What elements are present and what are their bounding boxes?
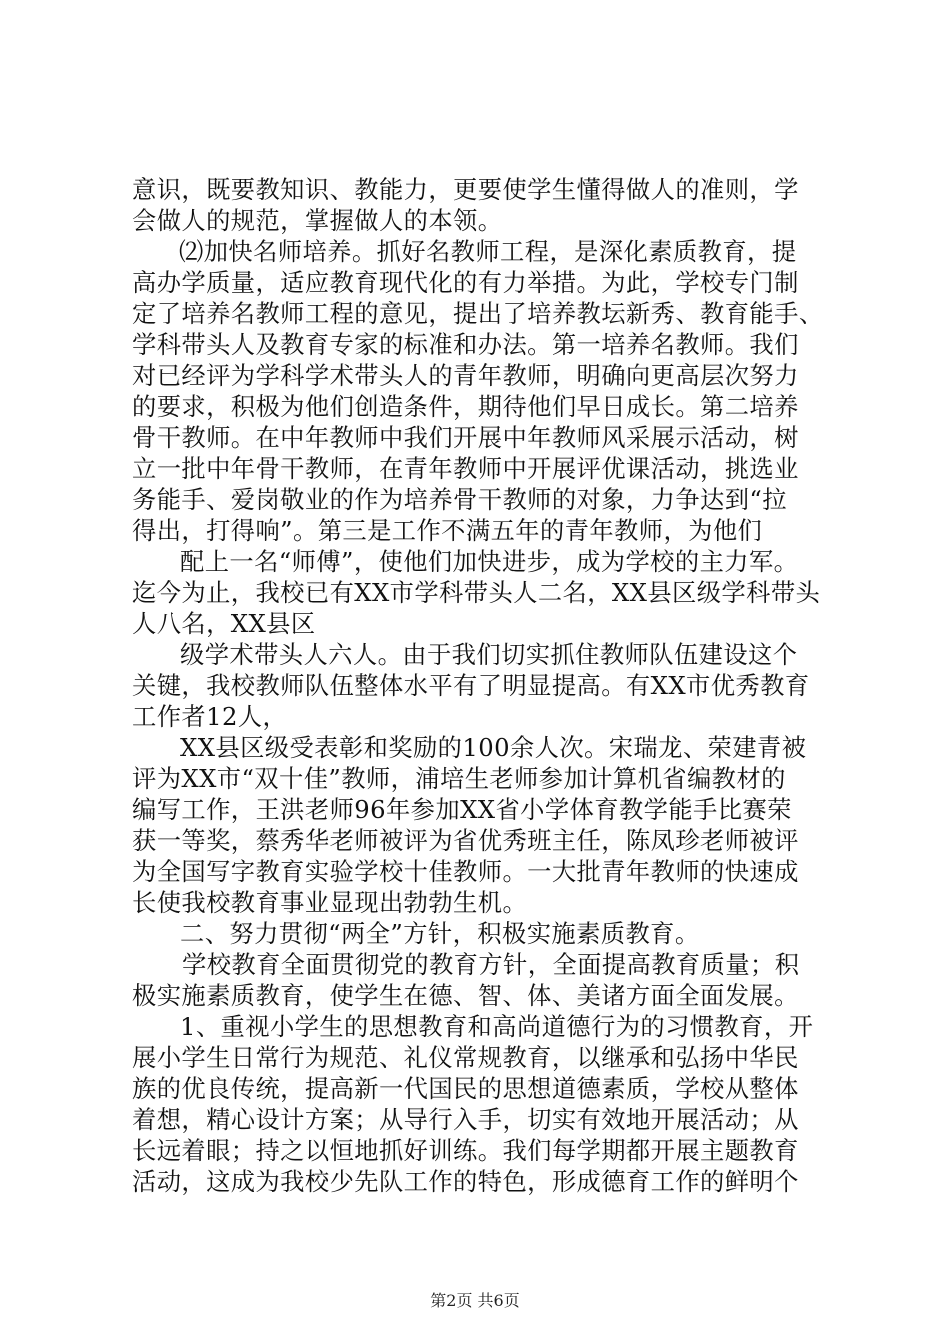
page-indicator: 第2页 共6页 [430,1291,520,1310]
text-line: 级学术带头人六人。由于我们切实抓住教师队伍建设这个 [180,640,798,669]
text-line: 人八名，XX县区 [132,609,316,638]
text-line: 获一等奖，蔡秀华老师被评为省优秀班主任，陈凤珍老师被评 [132,826,799,855]
text-line: 立一批中年骨干教师，在青年教师中开展评优课活动，挑选业 [132,454,799,483]
text-line: 编写工作，王洪老师96年参加XX省小学体育教学能手比赛荣 [132,795,792,824]
text-line: 骨干教师。在中年教师中我们开展中年教师风采展示活动，树 [132,423,799,452]
text-line: 活动，这成为我校少先队工作的特色，形成德育工作的鲜明个 [132,1167,799,1196]
text-line: 的要求，积极为他们创造条件，期待他们早日成长。第二培养 [132,392,799,421]
text-line: 学科带头人及教育专家的标准和办法。第一培养名教师。我们 [132,330,799,359]
text-line: 会做人的规范，掌握做人的本领。 [132,206,503,235]
text-line: 得出，打得响”。第三是工作不满五年的青年教师，为他们 [132,516,763,545]
text-line: 迄今为止，我校已有XX市学科带头人二名，XX县区级学科带头 [132,578,821,607]
text-line: 评为XX市“双十佳”教师，浦培生老师参加计算机省编教材的 [132,764,786,793]
body-text [132,174,832,1197]
text-line: 配上一名“师傅”，使他们加快进步，成为学校的主力军。 [180,547,799,576]
text-line: 1、重视小学生的思想教育和高尚道德行为的习惯教育，开 [180,1012,814,1041]
text-line: 着想，精心设计方案；从导行入手，切实有效地开展活动；从 [132,1105,799,1134]
text-line: ⑵加快名师培养。抓好名教师工程，是深化素质教育，提 [179,237,797,266]
text-line: 务能手、爱岗敬业的作为培养骨干教师的对象，力争达到“拉 [132,485,787,514]
text-line: 学校教育全面贯彻党的教育方针，全面提高教育质量；积 [182,950,800,979]
text-line: 关键，我校教师队伍整体水平有了明显提高。有XX市优秀教育 [132,671,810,700]
text-line: 对已经评为学科学术带头人的青年教师，明确向更高层次努力 [132,361,799,390]
text-line: 工作者12人， [132,702,288,731]
text-line: 长远着眼；持之以恒地抓好训练。我们每学期都开展主题教育 [132,1136,799,1165]
text-line: 为全国写字教育实验学校十佳教师。一大批青年教师的快速成 [132,857,799,886]
text-line: XX县区级受表彰和奖励的100余人次。宋瑞龙、荣建青被 [180,733,807,762]
text-line: 极实施素质教育，使学生在德、智、体、美诸方面全面发展。 [132,981,799,1010]
text-line: 族的优良传统，提高新一代国民的思想道德素质，学校从整体 [132,1074,799,1103]
text-line: 长使我校教育事业显现出勃勃生机。 [132,888,528,917]
text-line: 定了培养名教师工程的意见，提出了培养教坛新秀、教育能手、 [132,299,824,328]
text-line: 意识，既要教知识、教能力，更要使学生懂得做人的准则，学 [132,175,799,204]
text-line: 高办学质量，适应教育现代化的有力举措。为此，学校专门制 [132,268,799,297]
text-line: 展小学生日常行为规范、礼仪常规教育，以继承和弘扬中华民 [132,1043,799,1072]
section-heading: 二、努力贯彻“两全”方针，积极实施素质教育。 [180,919,700,948]
